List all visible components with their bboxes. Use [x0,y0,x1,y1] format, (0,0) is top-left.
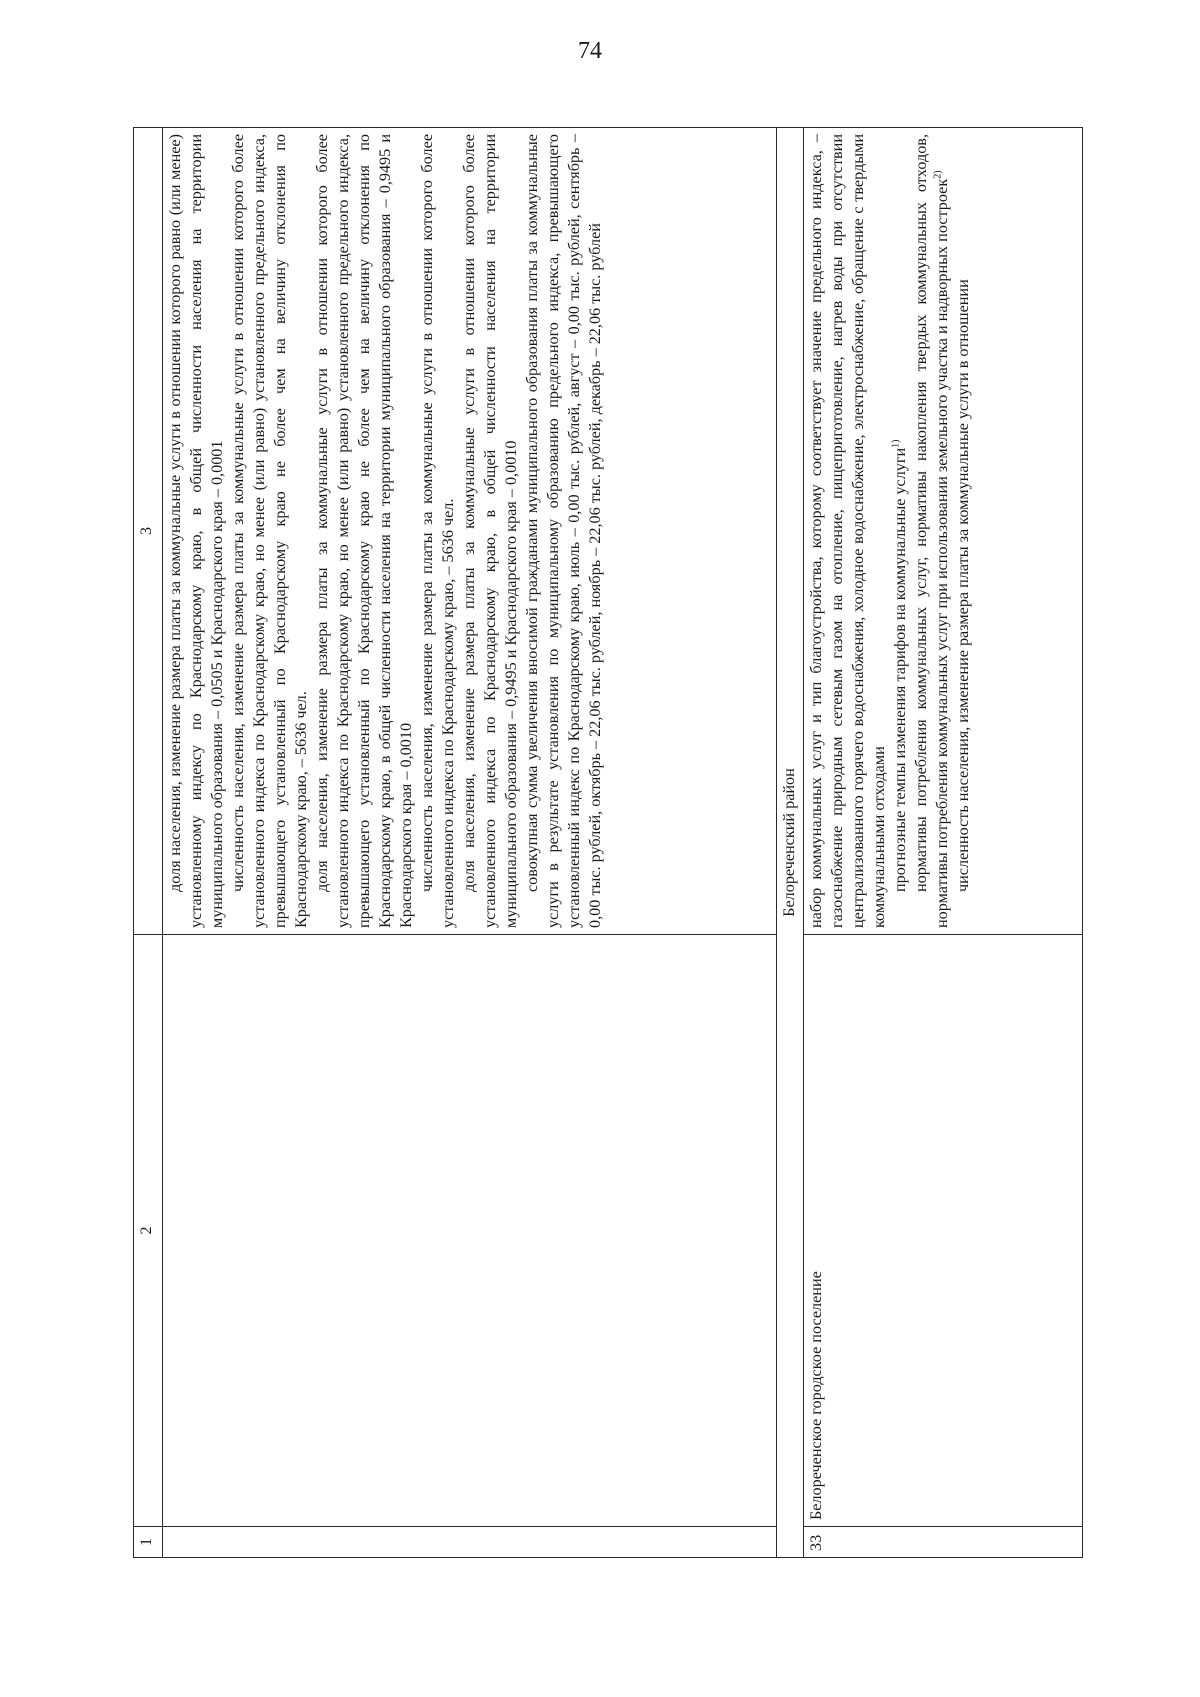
criteria-cell [804,128,1083,935]
data-table [133,127,1083,1558]
footnote-marker: 1) [890,439,902,448]
header-col-3: 3 [134,128,163,935]
section-row [777,128,804,1558]
section-title: Белореченский район [777,128,804,1558]
paragraph: численность населения, изменение размера платы за коммунальные услуги в отношении которого более установленного индекса по Краснодарскому краю, – 5636 чел. [418,134,457,928]
paragraph: численность населения, изменение размера платы за коммунальные услуги в отношении которого более установленного индекса по Краснодарскому краю, но менее (или равно) установленного предельного индекса, превышающего установленный по Краснодарскому краю не более чем на величину отклонения по Краснодарскому краю, – 5636 чел. [229,134,310,928]
table-row-continued [163,128,777,1558]
paragraph: доля населения, изменение размера платы за коммунальные услуги в отношении которого равно (или менее) установленному индексу по Краснодарскому краю, в общей численности населения на территории муниципального образования – 0,0505 и Краснодарского края – 0,0001 [166,134,226,928]
row-number-cell: 33 [804,1527,1083,1558]
paragraph [911,134,953,928]
paragraph: набор коммунальных услуг и тип благоустройства, которому соответствует значение предельного индекса, – газоснабжение природным сетевым газом на отопление, пищеприготовление, нагрев воды при отсутствии централизованного горячего водоснабжения, холодное водоснабжение, электроснабжение, обращение с твердыми коммунальными отходами [807,134,888,928]
row-number-cell [163,1527,777,1558]
municipality-cell: Белореченское городское поселение [804,935,1083,1527]
rotated-table-region [133,128,1083,1558]
header-col-1: 1 [134,1527,163,1558]
page-number: 74 [578,38,602,64]
header-col-2: 2 [134,935,163,1527]
table-row-33 [804,128,1083,1558]
paragraph-text: нормативы потребления коммунальных услуг, нормативы накопления твердых коммунальных отходов, нормативы потребления коммунальных услуг при использовании земельного участка и надворных построек [912,134,951,928]
paragraph: доля населения, изменение размера платы за коммунальные услуги в отношении которого более установленного индекса по Краснодарскому краю, но менее (или равно) установленного предельного индекса, превышающего установленный по Краснодарскому краю не более чем на величину отклонения по Краснодарскому краю, в общей численности населения на территории муниципального образования – 0,9495 и Краснодарского края – 0,0010 [313,134,415,928]
paragraph [890,134,911,928]
criteria-cell [163,128,777,935]
paragraph: совокупная сумма увеличения вносимой гражданами муниципального образования платы за коммунальные услуги в результате установления по муниципальному образованию предельного индекса, превышающего установленный индекс по Краснодарскому краю, июль – 0,00 тыс. рублей, август – 0,00 тыс. рублей, сентябрь – 0,00 тыс. рублей, октябрь – 22,06 тыс. рублей, ноябрь – 22,06 тыс. рублей, декабрь – 22,06 тыс. рублей [523,134,604,928]
footnote-marker: 2) [932,170,944,179]
table-header-row [134,128,163,1558]
paragraph: доля населения, изменение размера платы за коммунальные услуги в отношении которого более установленного индекса по Краснодарскому краю, в общей численности населения на территории муниципального образования – 0,9495 и Краснодарского края – 0,0010 [460,134,520,928]
municipality-cell [163,935,777,1527]
paragraph-text: прогнозные темпы изменения тарифов на коммунальные услуги [891,447,909,892]
paragraph: численность населения, изменение размера платы за коммунальные услуги в отношении [954,279,972,892]
